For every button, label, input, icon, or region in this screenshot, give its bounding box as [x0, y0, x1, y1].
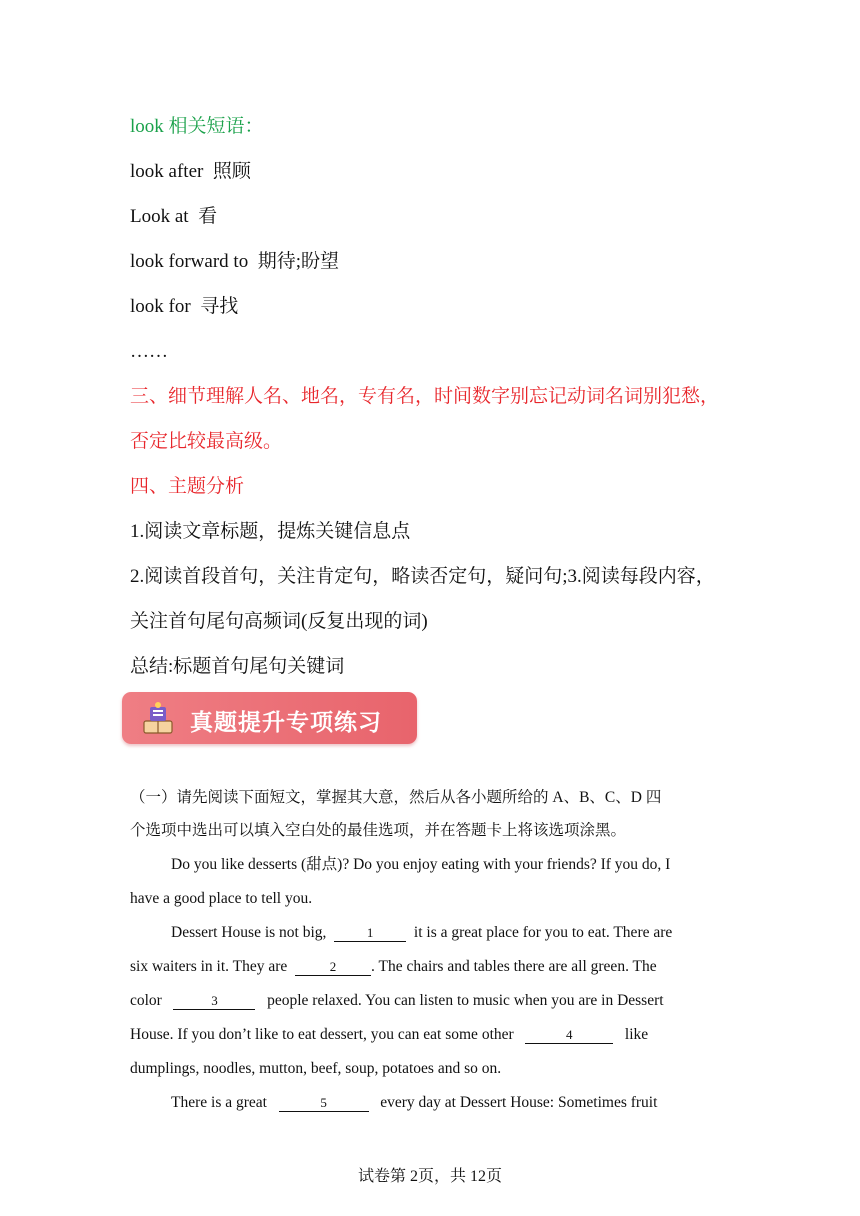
section3-line2: 否定比较最高级。 — [130, 431, 283, 452]
section4-heading: 四、主题分析 — [130, 476, 245, 497]
phrase-zh: 期待;盼望 — [257, 251, 339, 272]
book-icon — [142, 701, 174, 735]
p2-line2: six waiters in it. They are 2 . The chairs and tables there are all green. The — [130, 958, 657, 975]
blank-3[interactable]: 3 — [173, 993, 255, 1010]
p2-line4: House. If you don’t like to eat dessert, you can eat some other 4 like — [130, 1026, 649, 1043]
phrase-item — [130, 160, 251, 184]
section4-step2-line1: 2.阅读首段首句，关注肯定句，略读否定句，疑问句;3.阅读每段内容， — [130, 566, 715, 587]
p2-line3: color 3 people relaxed. You can listen to music when you are in Dessert — [130, 992, 664, 1009]
phrase-item — [130, 205, 217, 229]
phrase-zh: 看 — [198, 206, 218, 227]
blank-4[interactable]: 4 — [525, 1027, 613, 1044]
phrase-zh: 照顾 — [212, 161, 251, 182]
phrase-zh: 寻找 — [200, 296, 239, 317]
phrase-en: look for — [130, 296, 191, 317]
instruction-line1: （一）请先阅读下面短文，掌握其大意，然后从各小题所给的 A、B、C、D 四 — [130, 789, 662, 806]
phrases-heading: look 相关短语： — [130, 116, 264, 137]
phrase-item — [130, 250, 339, 274]
section4-step2-line2: 关注首句尾句高频词(反复出现的词) — [130, 611, 428, 632]
phrase-en: look forward to — [130, 251, 249, 272]
section3-line1: 三、细节理解人名、地名，专有名，时间数字别忘记动词名词别犯愁， — [130, 386, 720, 407]
p2-line5: dumplings, noodles, mutton, beef, soup, potatoes and so on. — [130, 1060, 502, 1077]
phrase-en: look after — [130, 161, 204, 182]
blank-5[interactable]: 5 — [279, 1095, 369, 1112]
p1-line1: Do you like desserts (甜点)? Do you enjoy eating with your friends? If you do, I — [171, 856, 671, 873]
phrase-en: Look at — [130, 206, 189, 227]
instruction-line2: 个选项中选出可以填入空白处的最佳选项，并在答题卡上将该选项涂黑。 — [130, 822, 627, 839]
section4-step1: 1.阅读文章标题，提炼关键信息点 — [130, 521, 411, 542]
p2-line1: Dessert House is not big, 1 it is a great place for you to eat. There are — [171, 924, 673, 941]
section4-summary: 总结:标题首句尾句关键词 — [130, 656, 345, 677]
blank-2[interactable]: 2 — [295, 959, 371, 976]
p3-line1: There is a great 5 every day at Dessert House: Sometimes fruit — [171, 1094, 658, 1111]
blank-1[interactable]: 1 — [334, 925, 406, 942]
practice-banner — [122, 692, 417, 744]
banner-title: 真题提升专项练习 — [190, 710, 382, 736]
phrase-item — [130, 295, 238, 319]
p1-line2: have a good place to tell you. — [130, 890, 313, 907]
phrases-ellipsis: …… — [130, 341, 168, 362]
page-footer: 试卷第 2页，共 12页 — [357, 1168, 502, 1185]
